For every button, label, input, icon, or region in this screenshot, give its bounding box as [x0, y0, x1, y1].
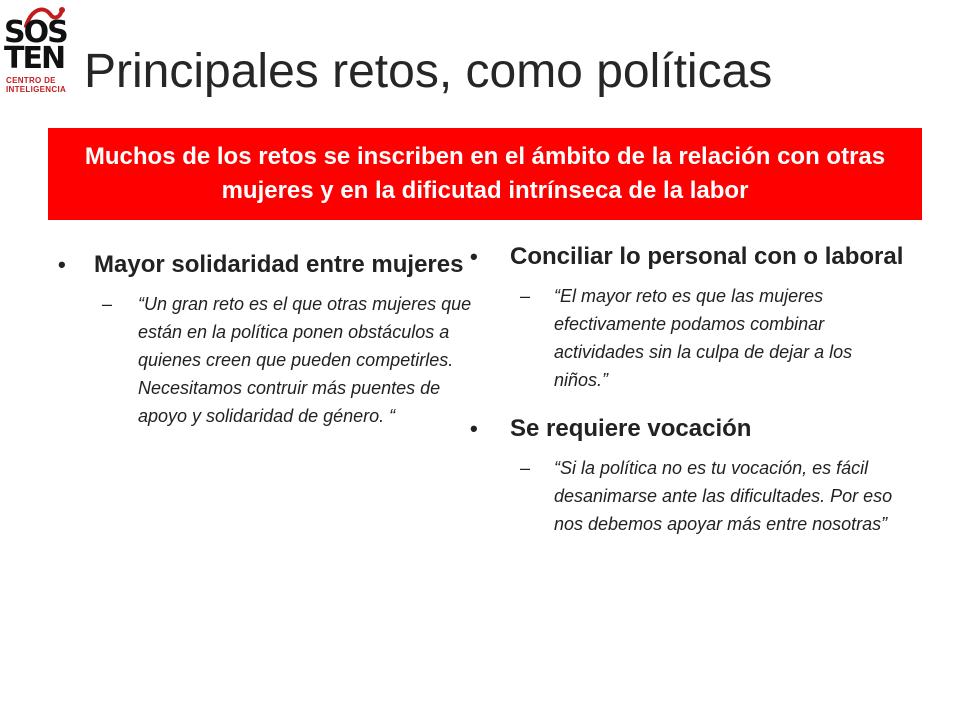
- quote-text: “Un gran reto es el que otras mujeres que están en la política ponen obstáculos a quienes creen que pueden competirles. Necesitamos contruir más puentes de apoyo y solidaridad de género. “: [138, 294, 472, 426]
- quote-vocacion: [470, 454, 910, 538]
- bullet-vocacion: • Se requiere vocación: [470, 412, 910, 446]
- dash-marker: –: [520, 458, 531, 478]
- logo: [4, 4, 68, 94]
- quote-text: “Si la política no es tu vocación, es fácil desanimarse ante las dificultades. Por eso nos debemos apoyar más entre nosotras”: [554, 458, 893, 534]
- right-column: [470, 240, 910, 538]
- banner-text: Muchos de los retos se inscriben en el ámbito de la relación con otras mujeres y en la dificutad intrínseca de la labor: [84, 143, 886, 204]
- bullet-solidaridad: • Mayor solidaridad entre mujeres: [58, 248, 478, 282]
- highlight-banner: [48, 128, 922, 220]
- logo-line2: TEN: [4, 41, 65, 76]
- logo-subtitle2: INTELIGENCIA: [6, 85, 67, 94]
- logo-subtitle1: CENTRO DE: [6, 76, 56, 85]
- quote-text: “El mayor reto es que las mujeres efectivamente podamos combinar actividades sin la culpa de dejar a los niños.”: [554, 286, 853, 390]
- page-title: Principales retos, como políticas: [84, 45, 773, 98]
- bullet-conciliar: • Conciliar lo personal con o laboral: [470, 240, 910, 274]
- quote-conciliar: [470, 282, 910, 394]
- logo-line1: SOS: [4, 15, 67, 50]
- left-column: [58, 248, 478, 430]
- dash-marker: –: [520, 286, 531, 306]
- quote-solidaridad: [58, 290, 478, 430]
- dash-marker: –: [102, 294, 113, 314]
